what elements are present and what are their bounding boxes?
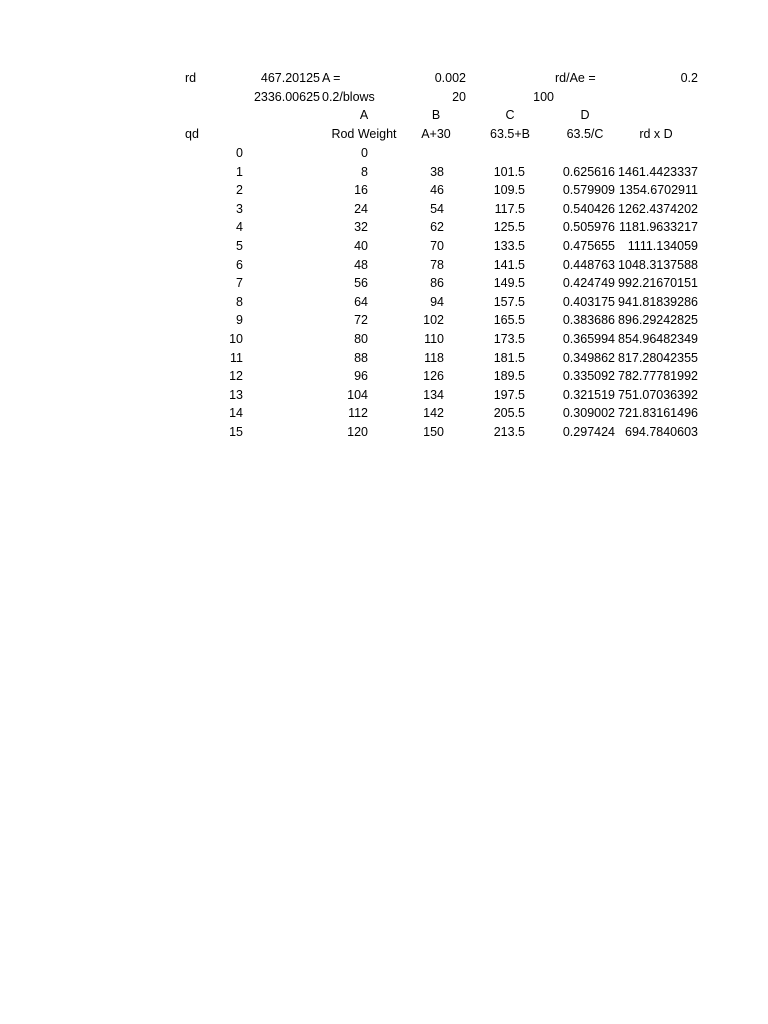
rd-x-d-cell: 782.77781992 [618, 369, 698, 384]
c-cell: 149.5 [493, 276, 525, 291]
b-cell: 62 [430, 220, 444, 235]
b-cell: 102 [423, 313, 444, 328]
d-cell: 0.297424 [562, 425, 615, 439]
rod-weight-cell: 112 [348, 406, 368, 421]
qd-cell: 5 [236, 239, 243, 253]
d-cell: 0.424749 [562, 276, 615, 291]
b-cell: 70 [430, 239, 444, 253]
product-header: rd x D [639, 127, 673, 141]
rod-weight-header: Rod Weight [331, 127, 397, 141]
table-row [0, 181, 768, 199]
rod-weight-cell: 72 [354, 313, 368, 328]
rd-label: rd [185, 71, 197, 85]
qd-cell: 11 [230, 350, 243, 365]
d-formula-header: 63.5/C [566, 127, 604, 141]
c-cell: 165.5 [493, 313, 525, 328]
c-cell [470, 144, 525, 162]
d-cell: 0.349862 [562, 350, 615, 365]
rod-weight-cell: 96 [354, 369, 368, 384]
d-cell: 0.540426 [562, 201, 615, 216]
rod-weight-cell: 8 [361, 164, 368, 179]
d-cell: 0.365994 [562, 332, 615, 346]
rod-weight-cell: 56 [354, 276, 368, 291]
table-row [0, 274, 768, 292]
rd-x-d-cell: 941.81839286 [618, 294, 698, 309]
c-cell: 125.5 [493, 220, 525, 235]
rd-x-d-cell: 817.28042355 [618, 350, 698, 365]
table-row [0, 218, 768, 236]
c-cell: 133.5 [493, 239, 525, 253]
qd-cell: 6 [236, 257, 243, 272]
d-cell [545, 144, 615, 162]
table-row [0, 144, 768, 162]
rd-ae-value: 0.2 [680, 71, 698, 85]
rd-x-d-cell: 1461.4423337 [618, 164, 698, 179]
blows-value-2: 100 [533, 90, 554, 104]
d-cell: 0.383686 [562, 313, 615, 328]
qd-cell: 3 [236, 201, 243, 216]
table-row [0, 163, 768, 181]
qd-cell: 10 [229, 332, 243, 346]
c-cell: 173.5 [493, 332, 525, 346]
rd-x-d-cell: 896.29242825 [618, 313, 698, 328]
blows-value-1: 20 [452, 90, 466, 104]
rod-weight-cell: 16 [354, 183, 368, 198]
rd-ae-label: rd/Ae = [555, 71, 596, 85]
rd-x-d-cell: 751.07036392 [618, 387, 698, 402]
rod-weight-cell: 0 [361, 146, 368, 160]
b-cell: 46 [430, 183, 444, 198]
qd-cell: 4 [236, 220, 243, 235]
b-cell: 150 [423, 425, 444, 439]
rod-weight-cell: 88 [354, 350, 368, 365]
column-letter-a: A [359, 108, 369, 122]
table-row [0, 423, 768, 441]
column-letter-row [0, 106, 768, 124]
rd-x-d-cell: 992.21670151 [618, 276, 698, 291]
rd-x-d-cell: 1048.3137588 [618, 257, 698, 272]
table-row [0, 330, 768, 348]
rod-weight-cell: 32 [354, 220, 368, 235]
qd-cell: 12 [229, 369, 243, 384]
d-cell: 0.335092 [562, 369, 615, 384]
b-formula-header: A+30 [421, 127, 451, 141]
b-cell: 86 [430, 276, 444, 291]
b-cell: 94 [430, 294, 444, 309]
table-row [0, 200, 768, 218]
rod-weight-cell: 64 [354, 294, 368, 309]
column-letter-b: B [431, 108, 441, 122]
qd-cell: 15 [229, 425, 243, 439]
c-cell: 101.5 [493, 164, 525, 179]
param-row-2 [0, 88, 768, 106]
b-cell: 126 [423, 369, 444, 384]
qd-cell: 7 [236, 276, 243, 291]
table-row [0, 256, 768, 274]
rd-x-d-cell: 1181.9633217 [618, 220, 698, 235]
c-cell: 189.5 [493, 369, 525, 384]
c-cell: 205.5 [493, 406, 525, 421]
rod-weight-cell: 24 [354, 201, 368, 216]
c-cell: 157.5 [493, 294, 525, 309]
qd-header: qd [185, 127, 199, 141]
d-cell: 0.321519 [562, 387, 615, 402]
qd-cell: 0 [236, 146, 243, 160]
c-formula-header: 63.5+B [490, 127, 530, 141]
rd-x-d-cell: 1262.4374202 [618, 201, 698, 216]
table-row [0, 404, 768, 422]
b-cell [406, 144, 444, 162]
d-cell: 0.505976 [562, 220, 615, 235]
rd-value: 467.20125 [260, 71, 320, 85]
rod-weight-cell: 120 [347, 425, 368, 439]
b-cell: 54 [430, 201, 444, 216]
c-cell: 117.5 [494, 201, 525, 216]
qd-cell: 8 [236, 294, 243, 309]
b-cell: 118 [424, 350, 444, 365]
d-cell: 0.448763 [562, 257, 615, 272]
column-header-row [0, 125, 768, 143]
rd-x-d-cell: 694.7840603 [625, 425, 698, 439]
table-row [0, 237, 768, 255]
c-cell: 141.5 [493, 257, 525, 272]
b-cell: 38 [430, 164, 444, 179]
param-row-1 [0, 69, 768, 87]
rd-x-d-cell [612, 144, 698, 162]
rod-weight-cell: 104 [347, 387, 368, 402]
qd-cell: 13 [229, 387, 243, 402]
d-cell: 0.475655 [562, 239, 615, 253]
qd-cell: 9 [236, 313, 243, 328]
table-row [0, 311, 768, 329]
qd-cell: 1 [236, 164, 243, 179]
c-cell: 181.5 [493, 350, 525, 365]
qd-cell: 14 [229, 406, 243, 421]
a-value: 0.002 [434, 71, 466, 85]
rod-weight-cell: 80 [354, 332, 368, 346]
column-letter-d: D [580, 108, 590, 122]
blows-label: 0.2/blows [322, 90, 375, 104]
c-cell: 109.5 [493, 183, 525, 198]
table-row [0, 367, 768, 385]
b-cell: 142 [423, 406, 444, 421]
c-cell: 197.5 [493, 387, 525, 402]
table-row [0, 386, 768, 404]
d-cell: 0.579909 [562, 183, 615, 198]
rod-weight-cell: 48 [354, 257, 368, 272]
rd-x-d-cell: 1111.134059 [627, 239, 698, 253]
table-row [0, 349, 768, 367]
d-cell: 0.625616 [562, 164, 615, 179]
b-cell: 110 [424, 332, 444, 346]
rd-x-d-cell: 721.83161496 [618, 406, 698, 421]
rd-x-d-cell: 854.96482349 [618, 332, 698, 346]
column-letter-c: C [505, 108, 515, 122]
d-cell: 0.403175 [562, 294, 615, 309]
b-cell: 78 [430, 257, 444, 272]
rd-x-d-cell: 1354.6702911 [618, 183, 698, 198]
a-label: A = [322, 71, 341, 85]
b-cell: 134 [423, 387, 444, 402]
c-cell: 213.5 [493, 425, 525, 439]
table-row [0, 293, 768, 311]
rod-weight-cell: 40 [354, 239, 368, 253]
rd-ae-product-value: 2336.00625 [253, 90, 320, 104]
qd-cell: 2 [236, 183, 243, 198]
d-cell: 0.309002 [562, 406, 615, 421]
